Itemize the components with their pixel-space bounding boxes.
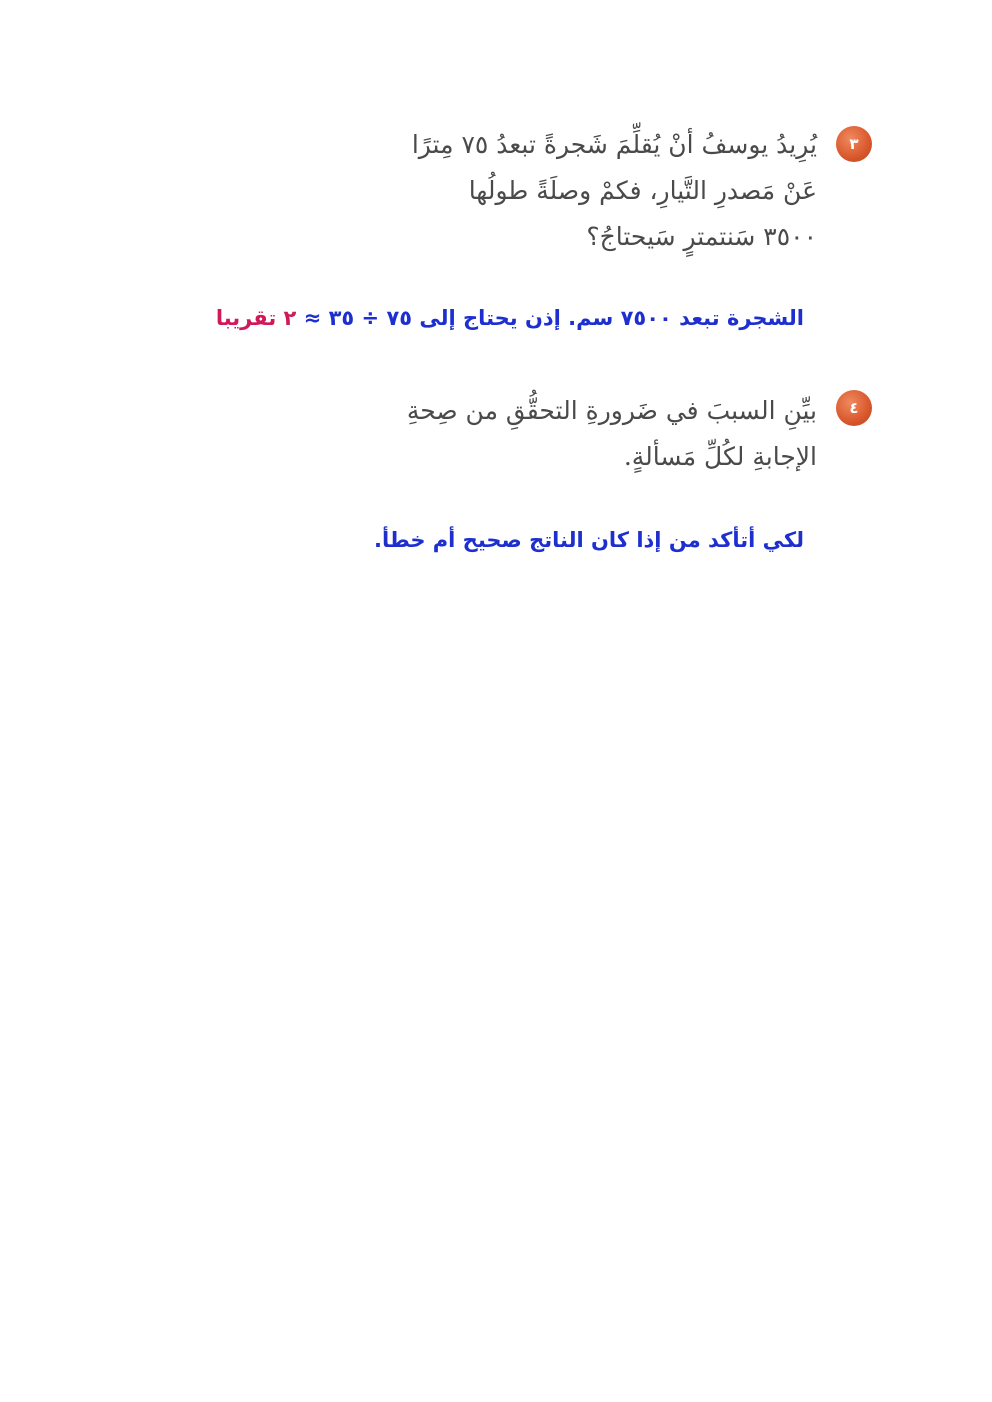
question-4-line-1: بيِّنِ السببَ في ضَرورةِ التحقُّقِ من صِحةِ bbox=[406, 396, 817, 425]
question-3-line-2: عَنْ مَصدرِ التَّيارِ، فكمْ وصلَةً طولُها bbox=[468, 176, 817, 205]
question-number-4: ٤ bbox=[849, 399, 859, 417]
question-4 bbox=[397, 388, 817, 480]
answer-3-text: الشجرة تبعد ٧٥٠٠ سم. إذن يحتاج إلى ٧٥ ÷ ٣٥ ≈ bbox=[303, 306, 804, 330]
question-3-line-1: يُرِيدُ يوسفُ أنْ يُقلِّمَ شَجرةً تبعدُ ٧٥ مِترًا bbox=[411, 130, 817, 159]
question-number-badge-4 bbox=[836, 390, 872, 426]
question-3-line-3: ٣٥٠٠ سَنتمترٍ سَيحتاجُ؟ bbox=[586, 222, 817, 251]
question-number-3: ٣ bbox=[849, 135, 859, 153]
question-number-badge-3 bbox=[836, 126, 872, 162]
answer-3-approx: ٢ تقريبا bbox=[215, 306, 297, 330]
answer-4 bbox=[374, 528, 804, 552]
answer-4-text: لكي أتأكد من إذا كان الناتج صحيح أم خطأ. bbox=[374, 528, 804, 552]
answer-3 bbox=[216, 306, 804, 330]
question-4-line-2: الإجابةِ لكُلِّ مَسألةٍ. bbox=[623, 442, 817, 471]
question-3 bbox=[397, 122, 817, 260]
